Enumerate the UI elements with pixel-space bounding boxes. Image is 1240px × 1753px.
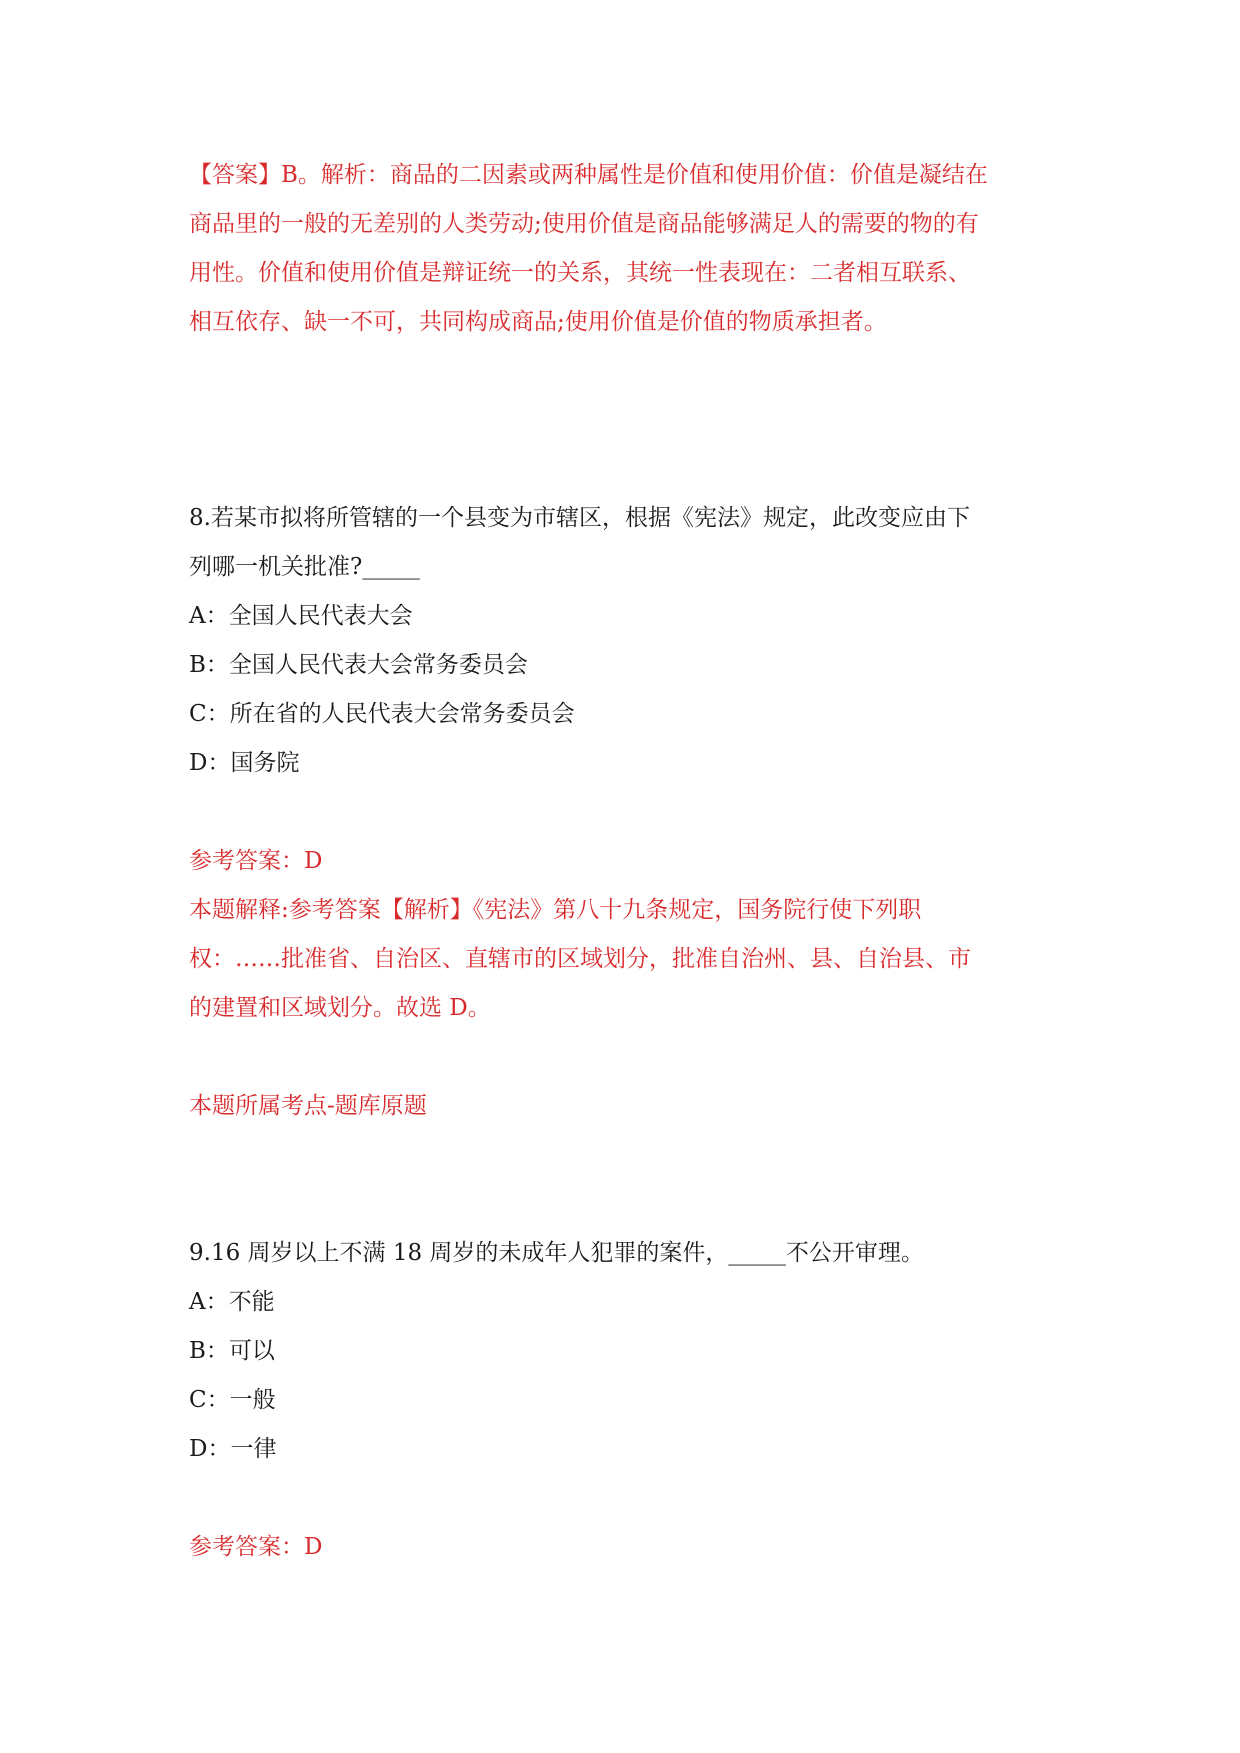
prev-explanation-line: 【答案】B。解析：商品的二因素或两种属性是价值和使用价值：价值是凝结在 (189, 162, 988, 188)
reference-answer: 参考答案：D (189, 1534, 323, 1560)
prev-explanation-line: 用性。价值和使用价值是辩证统一的关系，其统一性表现在：二者相互联系、 (189, 260, 971, 286)
question-stem-line: 8.若某市拟将所管辖的一个县变为市辖区，根据《宪法》规定，此改变应由下 (189, 505, 970, 531)
knowledge-point: 本题所属考点-题库原题 (189, 1093, 427, 1119)
option-b: B：全国人民代表大会常务委员会 (189, 652, 528, 678)
explanation-line: 的建置和区域划分。故选 D。 (189, 995, 491, 1021)
prev-explanation-line: 商品里的一般的无差别的人类劳动;使用价值是商品能够满足人的需要的物的有 (189, 211, 979, 237)
option-b: B：可以 (189, 1338, 275, 1364)
option-c: C：所在省的人民代表大会常务委员会 (189, 701, 575, 727)
reference-answer: 参考答案：D (189, 848, 323, 874)
question-stem-line: 9.16 周岁以上不满 18 周岁的未成年人犯罪的案件，_____不公开审理。 (189, 1240, 924, 1266)
option-d: D：一律 (189, 1436, 277, 1462)
option-c: C：一般 (189, 1387, 276, 1413)
question-stem-line: 列哪一机关批准?_____ (189, 554, 420, 580)
option-a: A：不能 (189, 1289, 275, 1315)
option-a: A：全国人民代表大会 (189, 603, 413, 629)
explanation-line: 本题解释:参考答案【解析】《宪法》第八十九条规定，国务院行使下列职 (189, 897, 922, 923)
option-d: D：国务院 (189, 750, 300, 776)
prev-explanation-line: 相互依存、缺一不可，共同构成商品;使用价值是价值的物质承担者。 (189, 309, 887, 335)
explanation-line: 权：……批准省、自治区、直辖市的区域划分，批准自治州、县、自治县、市 (189, 946, 971, 972)
